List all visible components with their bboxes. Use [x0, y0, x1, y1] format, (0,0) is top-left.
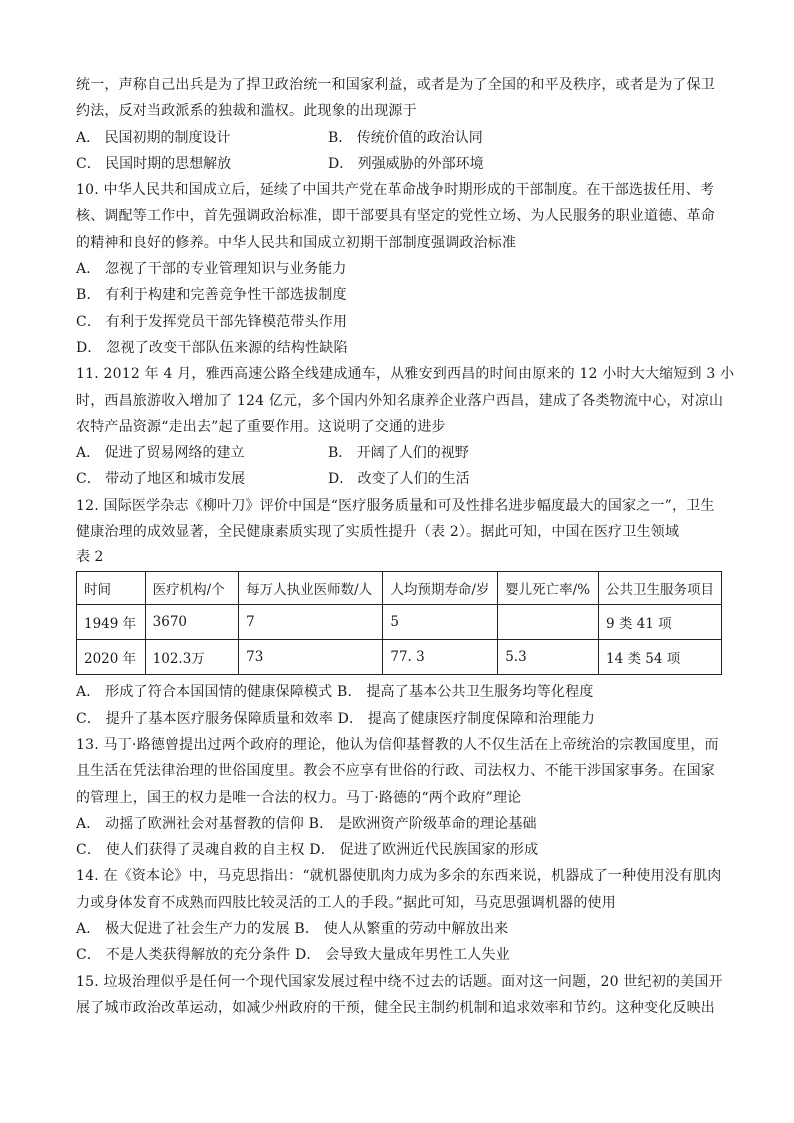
option-a: A． 民国初期的制度设计 [76, 129, 231, 146]
table-cell [498, 605, 599, 640]
text-line: 且生活在凭法律治理的世俗国度里。教会不应享有世俗的行政、司法权力、不能干涉国家事务。在国家 [76, 763, 715, 780]
table-header-cell: 婴儿死亡率/% [498, 572, 599, 605]
question-15 [76, 969, 722, 1022]
q9-options [76, 125, 722, 178]
text-line: 约法，反对当政派系的独裁和滥权。此现象的出现源于 [76, 103, 417, 120]
table-header-cell: 公共卫生服务项目 [599, 572, 722, 605]
table-cell: 9 类 41 项 [599, 605, 722, 640]
text-line: 核、调配等工作中，首先强调政治标准，即干部要具有坚定的党性立场、为人民服务的职业道德、革命 [76, 208, 715, 225]
text-line: 健康治理的成效显著，全民健康素质实现了实质性提升（表 2）。据此可知，中国在医疗卫生领域 [76, 524, 680, 541]
table-caption: 表 2 [76, 549, 104, 566]
table-cell: 77. 3 [383, 640, 498, 675]
text-line: 14. 在《资本论》中，马克思指出：“就机器使肌肉力成为多余的东西来说，机器成了一种使用没有肌肉 [76, 868, 722, 885]
question-12 [76, 493, 722, 732]
table-header-cell: 人均预期寿命/岁 [383, 572, 498, 605]
text-line: 12. 国际医学杂志《柳叶刀》评价中国是“医疗服务质量和可及性排名进步幅度最大的国家之一”，卫生 [76, 497, 715, 514]
table-cell: 73 [239, 640, 383, 675]
text-line: 的精神和良好的修养。中华人民共和国成立初期干部制度强调政治标准 [76, 234, 517, 251]
option-c: C． 有利于发挥党员干部先锋模范带头作用 [76, 313, 348, 330]
table-header-cell: 时间 [77, 572, 146, 605]
exam-page [76, 72, 735, 1021]
options-line: A． 极大促进了社会生产力的发展 B． 使人从繁重的劳动中解放出来 [76, 921, 509, 938]
table-cell: 5.3 [498, 640, 599, 675]
text-line: 13. 马丁·路德曾提出过两个政府的理论，他认为信仰基督教的人不仅生活在上帝统治的宗教国度里，而 [76, 736, 719, 753]
option-d: D． 忽视了改变干部队伍来源的结构性缺陷 [76, 339, 348, 356]
table-cell: 14 类 54 项 [599, 640, 722, 675]
options-line: C． 不是人类获得解放的充分条件 D． 会导致大量成年男性工人失业 [76, 947, 510, 964]
table-header-row [77, 572, 722, 605]
options-line: C． 使人们获得了灵魂自救的自主权 D． 促进了欧洲近代民族国家的形成 [76, 842, 539, 859]
options-line: A． 形成了符合本国国情的健康保障模式 B． 提高了基本公共卫生服务均等化程度 [76, 684, 594, 701]
table-cell: 5 [383, 605, 498, 640]
text-line: 展了城市政治改革运动，如减少州政府的干预，健全民主制约机制和追求效率和节约。这种变化反映出 [76, 999, 715, 1016]
text-line: 农特产品资源“走出去”起了重要作用。这说明了交通的进步 [76, 418, 446, 435]
option-d: D． 改变了人们的生活 [328, 471, 470, 488]
text-line: 11. 2012 年 4 月，雅西高速公路全线建成通车，从雅安到西昌的时间由原来的 12 小时大大缩短到 3 小 [76, 366, 735, 383]
question-13 [76, 732, 722, 863]
text-line: 15. 垃圾治理似乎是任何一个现代国家发展过程中绕不过去的话题。面对这一问题，20 世纪初的美国开 [76, 973, 723, 990]
option-a: A． 促进了贸易网络的建立 [76, 445, 245, 462]
table-cell: 2020 年 [77, 640, 146, 675]
option-a: A． 忽视了干部的专业管理知识与业务能力 [76, 261, 347, 278]
table-cell: 3670 [145, 605, 238, 640]
text-line: 力或身体发育不成熟而四肢比较灵活的工人的手段。”据此可知，马克思强调机器的使用 [76, 894, 616, 911]
option-d: D． 列强威胁的外部环境 [328, 155, 484, 172]
text-line: 统一，声称自己出兵是为了捍卫政治统一和国家利益，或者是为了全国的和平及秩序，或者是为了保卫 [76, 77, 715, 93]
option-b: B． 传统价值的政治认同 [328, 129, 483, 146]
options-line: A． 动摇了欧洲社会对基督教的信仰 B． 是欧洲资产阶级革命的理论基础 [76, 815, 537, 832]
table-row [77, 640, 722, 675]
options-line: C． 提升了基本医疗服务保障质量和效率 D． 提高了健康医疗制度保障和治理能力 [76, 710, 596, 727]
table-header-cell: 每万人执业医师数/人 [239, 572, 383, 605]
option-c: C． 民国时期的思想解放 [76, 155, 232, 172]
table-cell: 7 [239, 605, 383, 640]
option-b: B． 开阔了人们的视野 [328, 445, 469, 462]
option-b: B． 有利于构建和完善竞争性干部选拔制度 [76, 287, 347, 304]
question-10 [76, 177, 722, 361]
table-header-cell: 医疗机构/个 [145, 572, 238, 605]
table-cell: 102.3万 [145, 640, 238, 675]
text-line: 时，西昌旅游收入增加了 124 亿元，多个国内外知名康养企业落户西昌，建成了各类物流中心，对凉山 [76, 392, 724, 409]
question-11 [76, 361, 735, 492]
data-table [76, 571, 722, 675]
text-line: 10. 中华人民共和国成立后，延续了中国共产党在革命战争时期形成的干部制度。在干部选拔任用、考 [76, 182, 715, 199]
q9-stem [76, 72, 722, 125]
table-cell: 1949 年 [77, 605, 146, 640]
table-row [77, 605, 722, 640]
option-c: C． 带动了地区和城市发展 [76, 471, 246, 488]
question-14 [76, 863, 722, 968]
text-line: 的管理上，国王的权力是唯一合法的权力。马丁·路德的“两个政府”理论 [76, 789, 522, 806]
